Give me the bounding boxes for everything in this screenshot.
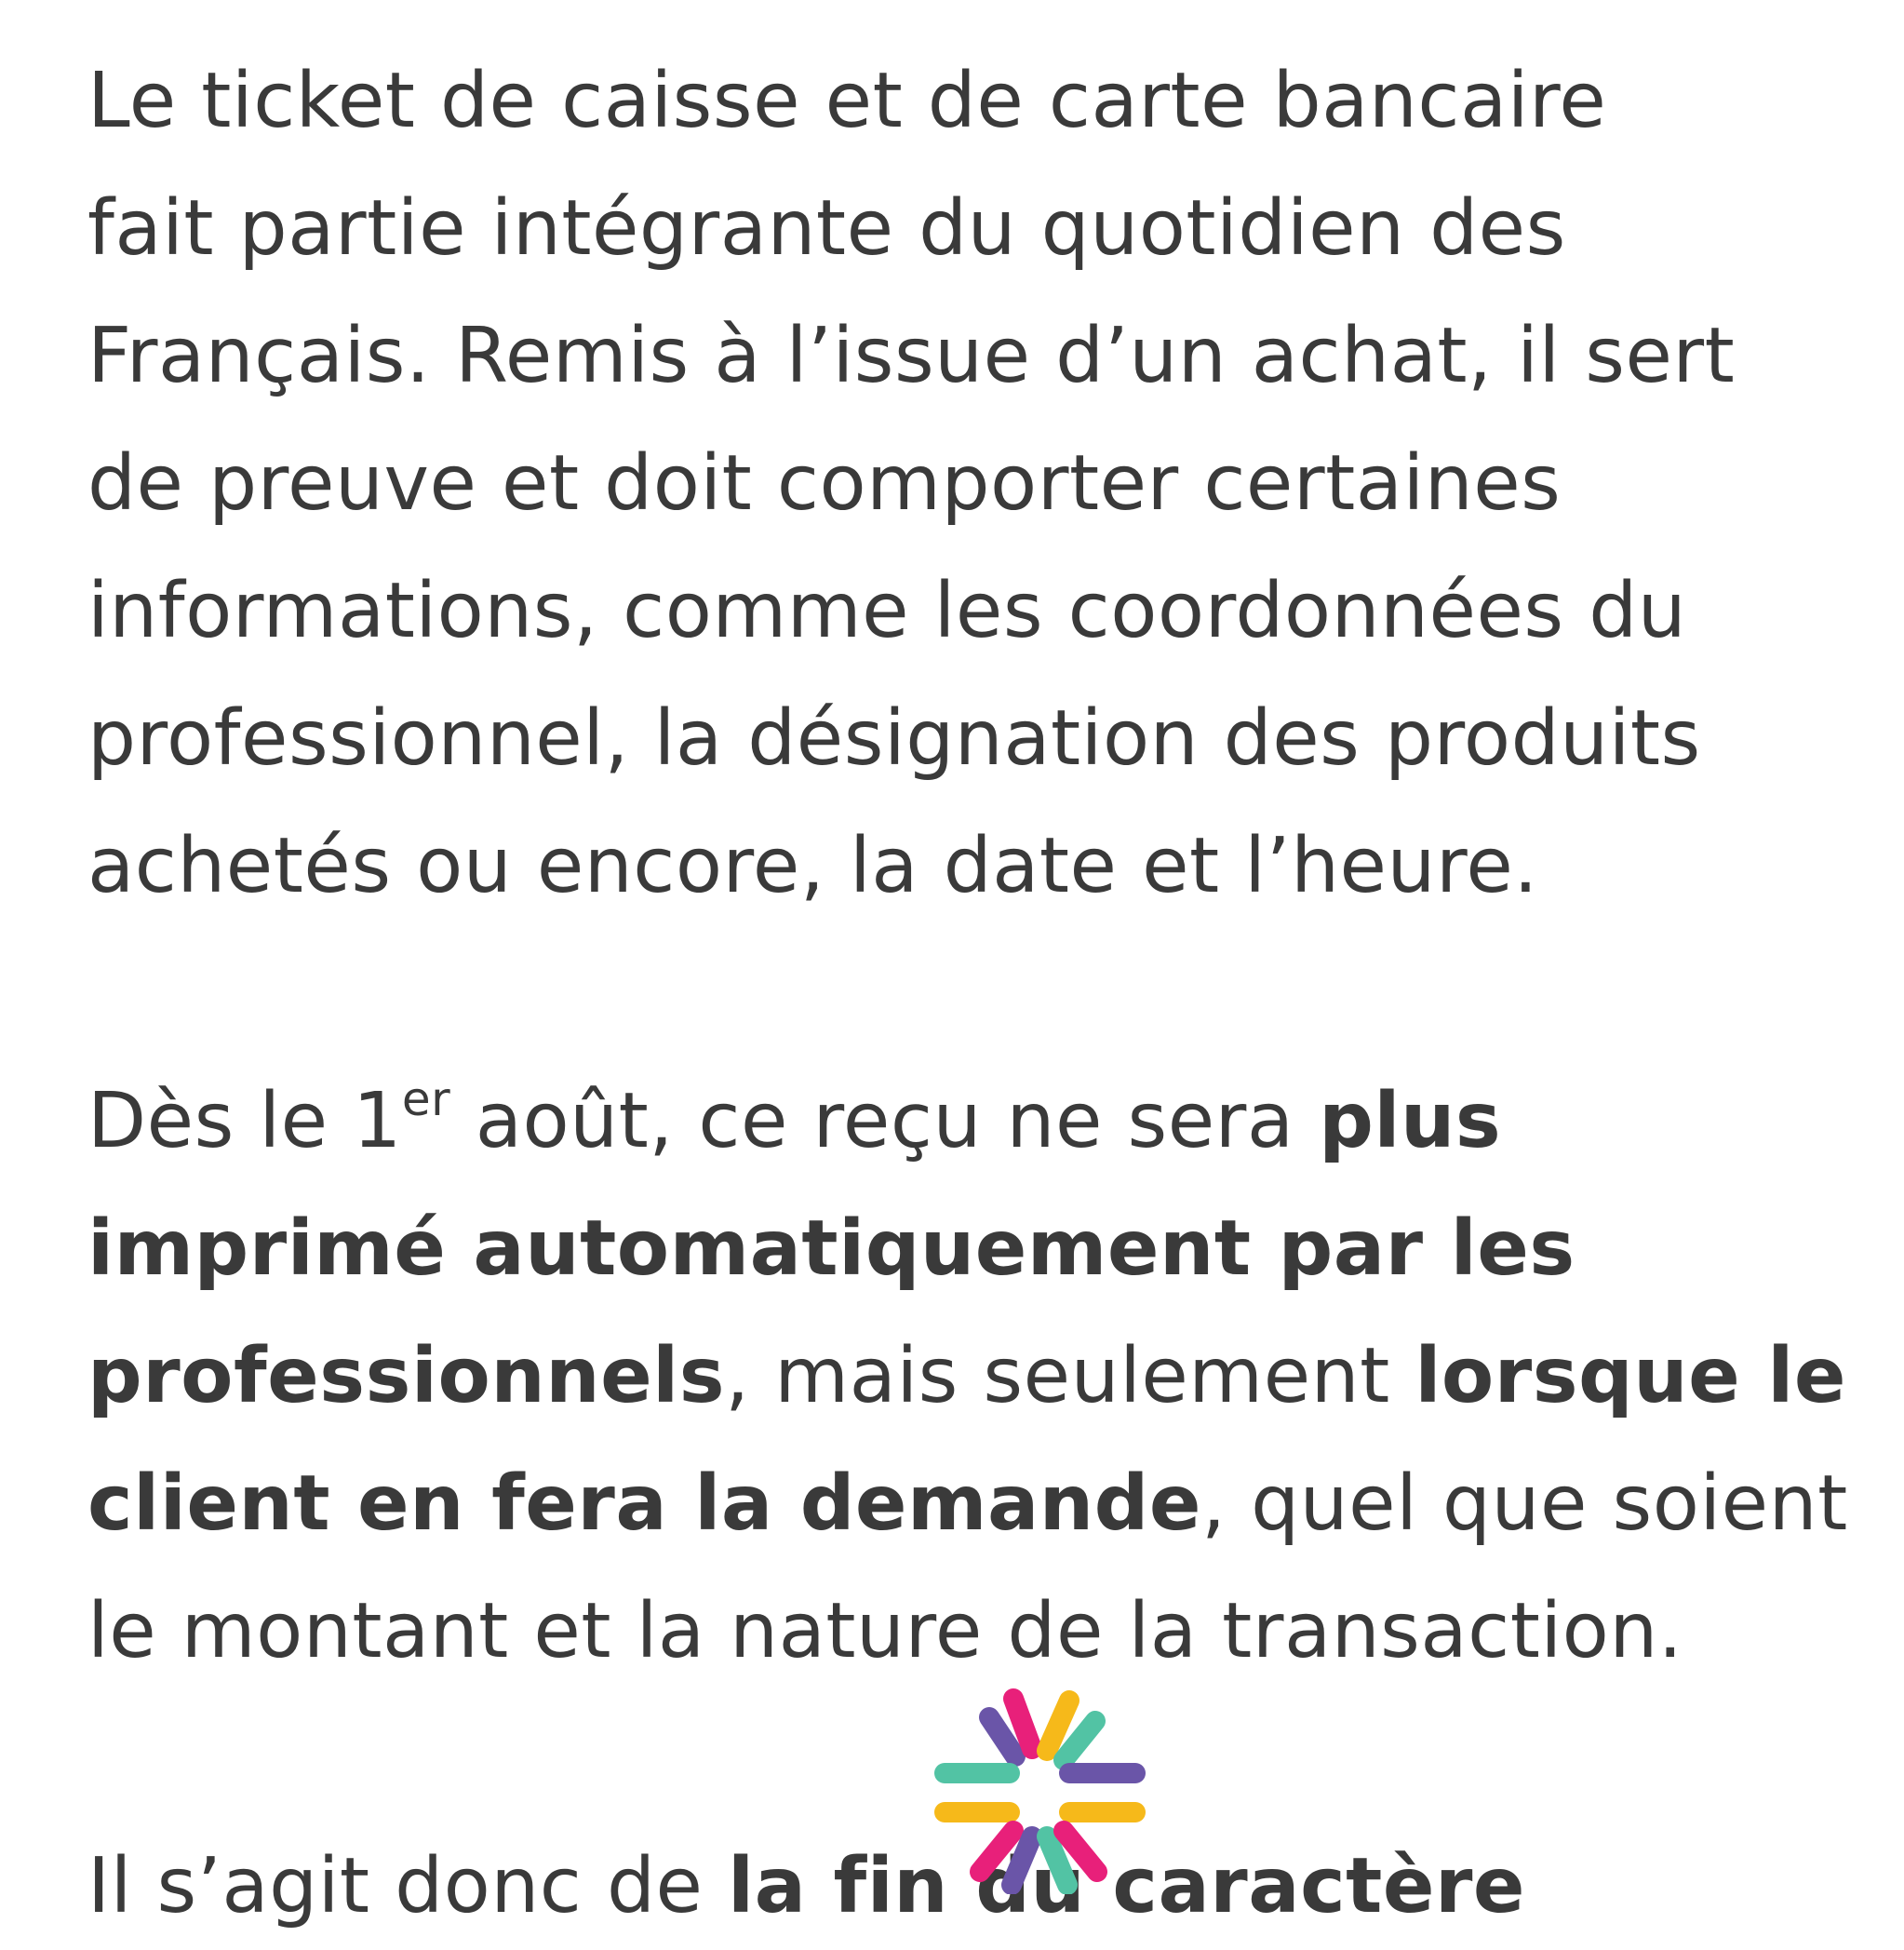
bold-text: professionnels [87,1332,726,1420]
paragraph-gap [87,930,1856,1057]
paragraph-1-line-6: professionnel, la désignation des produits [87,694,1701,783]
starburst-logo-icon [926,1671,1149,1894]
superscript: er [401,1071,451,1126]
paragraph-1-line-4: de preuve et doit comporter certaines [87,439,1562,528]
paragraph-1-line-5: informations, comme les coordonnées du [87,567,1687,655]
paragraph-1-line-7: achetés ou encore, la date et l’heure. [87,822,1538,910]
bold-text: client en fera la demande [87,1459,1201,1548]
paragraph-2-line-3 [87,1312,1856,1440]
text: , quel que soient [1200,1459,1848,1548]
paragraph-1-line-2: fait partie intégrante du quotidien des [87,184,1566,273]
paragraph-2-line-5: le montant et la nature de la transaction. [87,1587,1683,1675]
bold-text: imprimé automatiquement par les [87,1204,1575,1293]
text: , mais seulement [725,1332,1415,1420]
paragraph-1-line-1: Le ticket de caisse et de carte bancaire [87,57,1607,145]
bold-text: lorsque le [1415,1332,1846,1420]
paragraph-1-line-3: Français. Remis à l’issue d’un achat, il sert [87,312,1736,400]
text: Dès le 1 [87,1077,402,1165]
bold-text: plus [1319,1077,1502,1165]
bold-text: la fin du caractère [728,1842,1526,1930]
logo-stroke-top-left [989,1717,1015,1756]
logo-stroke-bottom-left-1 [980,1831,1013,1872]
article-text [87,37,1856,1950]
text: août, ce reçu ne sera [450,1077,1320,1165]
paragraph-2-line-4 [87,1440,1856,1567]
paragraph-2-line-1 [87,1057,1856,1185]
paragraph-2-line-2 [87,1185,1856,1312]
text: Il s’agit donc de [87,1842,729,1930]
